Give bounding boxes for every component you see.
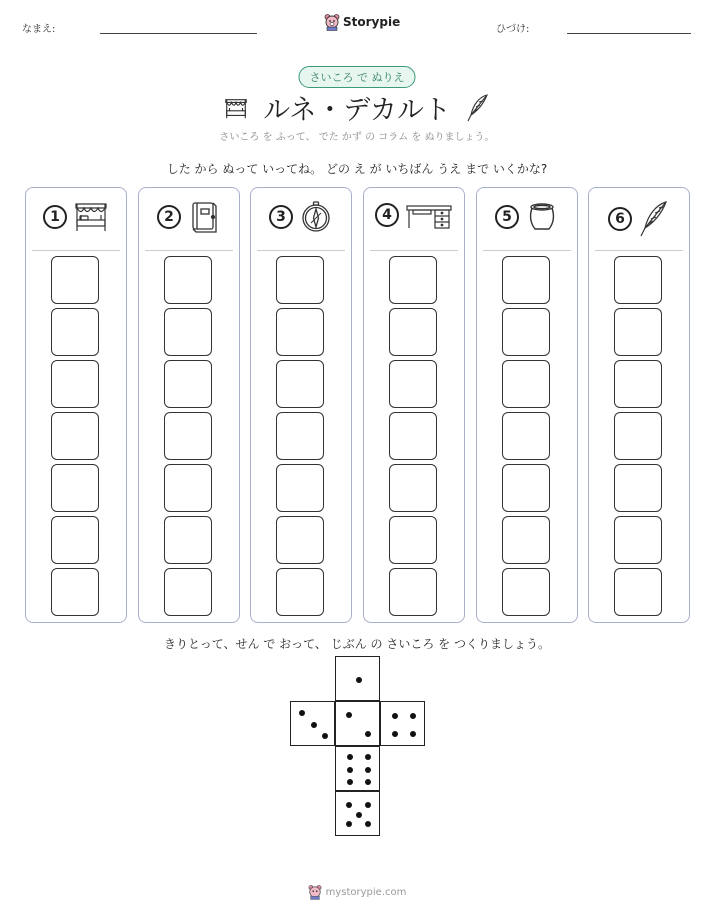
die-face <box>335 701 380 746</box>
column-divider <box>257 250 345 251</box>
color-box[interactable] <box>164 256 212 304</box>
color-box[interactable] <box>502 360 550 408</box>
die-pip <box>410 731 416 737</box>
die-pip <box>346 802 352 808</box>
column-header <box>589 200 689 238</box>
color-box[interactable] <box>51 360 99 408</box>
canopy-bed-icon <box>223 95 249 121</box>
color-box[interactable] <box>164 308 212 356</box>
color-box[interactable] <box>276 516 324 564</box>
die-pip <box>392 731 398 737</box>
die-pip <box>365 754 371 760</box>
name-line[interactable] <box>100 33 257 34</box>
date-line[interactable] <box>567 33 691 34</box>
die-pip <box>347 754 353 760</box>
color-box[interactable] <box>276 256 324 304</box>
column-5 <box>476 187 578 623</box>
compass-icon <box>299 200 333 234</box>
footer-url: mystorypie.com <box>325 886 407 898</box>
color-box[interactable] <box>164 516 212 564</box>
color-box[interactable] <box>276 568 324 616</box>
quill-icon <box>465 93 491 123</box>
category-pill: さいころ で ぬりえ <box>299 66 416 88</box>
die-face <box>335 656 380 701</box>
die-pip <box>365 779 371 785</box>
column-number: 5 <box>495 205 519 229</box>
column-number: 4 <box>375 203 399 227</box>
color-box[interactable] <box>276 464 324 512</box>
column-number: 6 <box>608 207 632 231</box>
footer <box>0 884 714 900</box>
color-box[interactable] <box>389 464 437 512</box>
page-title: ルネ・デカルト <box>263 95 451 126</box>
color-box[interactable] <box>614 308 662 356</box>
die-pip <box>346 712 352 718</box>
canopy-bed-icon <box>73 200 109 234</box>
column-number: 1 <box>43 205 67 229</box>
column-header <box>364 200 464 230</box>
color-box[interactable] <box>389 412 437 460</box>
die-pip <box>347 779 353 785</box>
column-divider <box>370 250 458 251</box>
color-box[interactable] <box>614 360 662 408</box>
bear-logo-icon <box>324 13 340 31</box>
date-label: ひづけ: <box>496 24 530 35</box>
color-box[interactable] <box>276 412 324 460</box>
color-box[interactable] <box>51 516 99 564</box>
color-box[interactable] <box>614 256 662 304</box>
instruction-text: した から ぬって いってね。 どの え が いちばん うえ まで いくかな? <box>166 162 548 176</box>
color-box[interactable] <box>51 256 99 304</box>
column-divider <box>483 250 571 251</box>
die-pip <box>346 821 352 827</box>
die-pip <box>356 677 362 683</box>
die-pip <box>365 767 371 773</box>
color-box[interactable] <box>614 568 662 616</box>
color-box[interactable] <box>502 516 550 564</box>
logo-text: Storypie <box>343 15 401 29</box>
die-pip <box>356 812 362 818</box>
die-pip <box>365 821 371 827</box>
die-pip <box>299 710 305 716</box>
column-4 <box>363 187 465 623</box>
color-box[interactable] <box>51 308 99 356</box>
color-box[interactable] <box>164 568 212 616</box>
desk-icon <box>405 200 453 230</box>
die-pip <box>410 713 416 719</box>
column-divider <box>595 250 683 251</box>
color-box[interactable] <box>614 516 662 564</box>
column-3 <box>250 187 352 623</box>
color-box[interactable] <box>614 464 662 512</box>
die-face <box>335 746 380 791</box>
color-box[interactable] <box>502 412 550 460</box>
quill-icon <box>638 200 670 238</box>
color-box[interactable] <box>389 516 437 564</box>
die-face <box>380 701 425 746</box>
die-face <box>290 701 335 746</box>
column-header <box>26 200 126 234</box>
color-box[interactable] <box>164 360 212 408</box>
die-face <box>335 791 380 836</box>
name-label: なまえ: <box>22 24 56 35</box>
column-divider <box>32 250 120 251</box>
color-box[interactable] <box>389 256 437 304</box>
column-divider <box>145 250 233 251</box>
column-number: 2 <box>157 205 181 229</box>
die-pip <box>311 722 317 728</box>
title-row <box>0 88 714 127</box>
color-box[interactable] <box>164 412 212 460</box>
die-pip <box>365 802 371 808</box>
die-pip <box>365 731 371 737</box>
column-header <box>139 200 239 234</box>
color-box[interactable] <box>276 308 324 356</box>
book-icon <box>187 200 221 234</box>
color-box[interactable] <box>502 256 550 304</box>
color-box[interactable] <box>389 568 437 616</box>
color-box[interactable] <box>51 568 99 616</box>
column-1 <box>25 187 127 623</box>
color-box[interactable] <box>614 412 662 460</box>
color-box[interactable] <box>164 464 212 512</box>
column-header <box>251 200 351 234</box>
die-pip <box>392 713 398 719</box>
color-box[interactable] <box>502 464 550 512</box>
color-box[interactable] <box>389 308 437 356</box>
color-box[interactable] <box>389 360 437 408</box>
subtitle: さいころ を ふって、 でた かず の コラム を ぬりましょう。 <box>219 132 495 143</box>
die-pip <box>347 767 353 773</box>
die-pip <box>322 733 328 739</box>
color-box[interactable] <box>51 412 99 460</box>
color-box[interactable] <box>51 464 99 512</box>
color-box[interactable] <box>276 360 324 408</box>
pot-icon <box>525 200 559 234</box>
column-6 <box>588 187 690 623</box>
column-header <box>477 200 577 234</box>
storypie-logo <box>324 13 400 31</box>
column-2 <box>138 187 240 623</box>
color-box[interactable] <box>502 568 550 616</box>
cut-instruction: きりとって、せん で おって、 じぶん の さいころ を つくりましょう。 <box>164 637 550 651</box>
bear-logo-icon <box>308 884 322 900</box>
color-box[interactable] <box>502 308 550 356</box>
column-number: 3 <box>269 205 293 229</box>
